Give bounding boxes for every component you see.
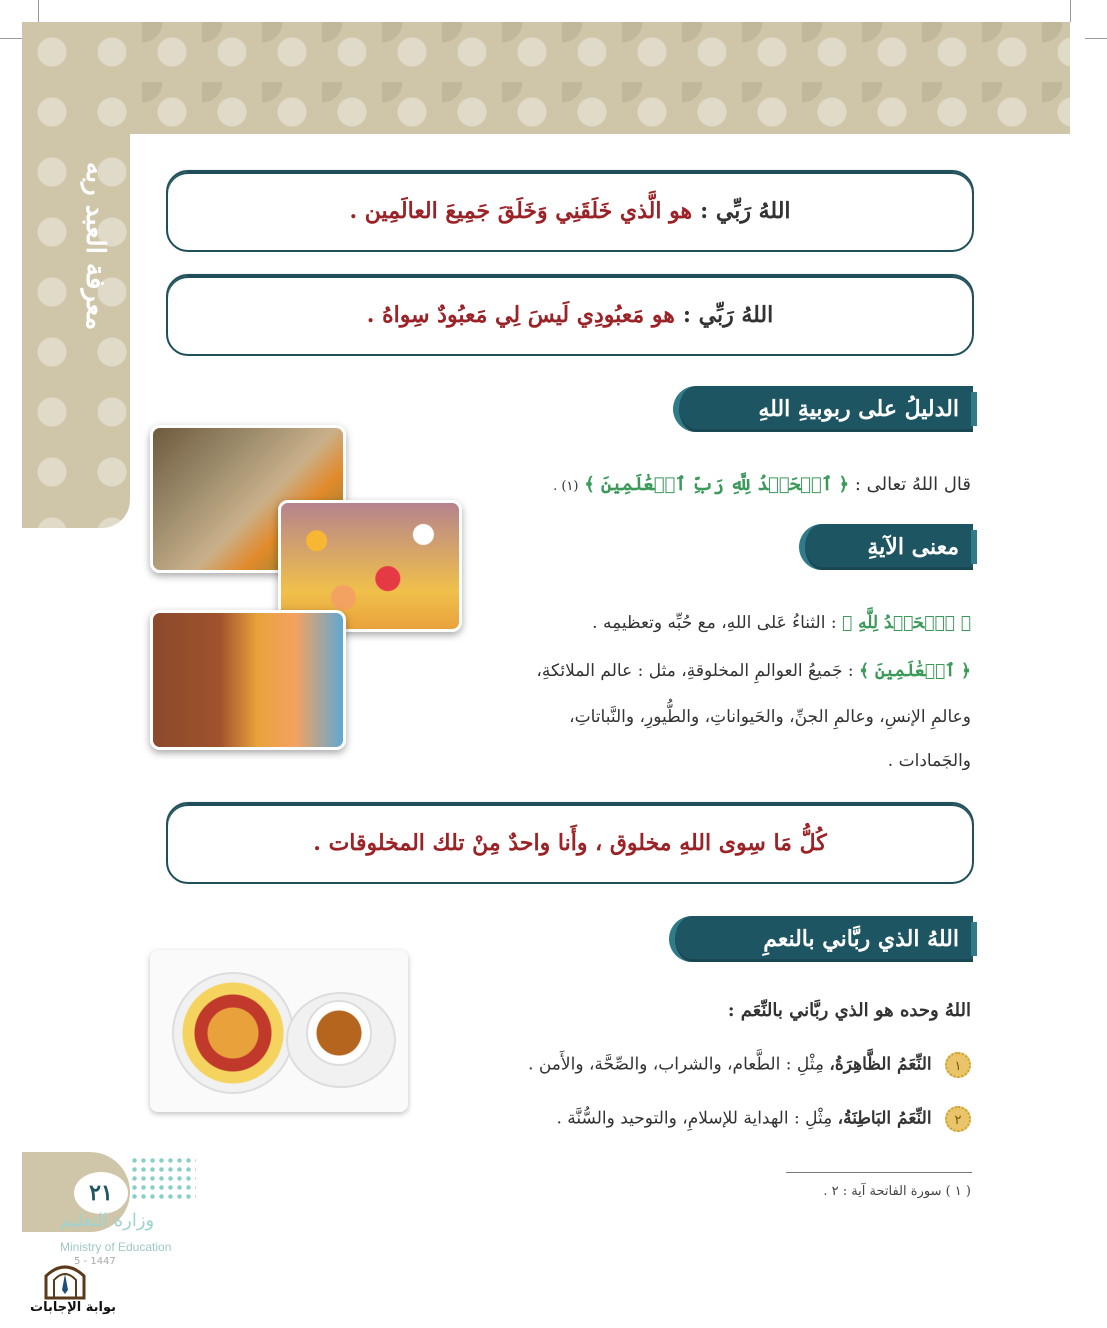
blessing-item-2 [557, 1106, 972, 1132]
desert-sunset-photo [150, 610, 346, 750]
meaning2-text: : جَميعُ العوالمِ المخلوقةِ، مثل : عالم الملائكةِ، [536, 661, 854, 681]
blessings-intro: اللهُ وحده هو الذي ربَّاني بالنِّعَم : [727, 1000, 971, 1021]
blessing2-text: مِثْلِ : الهداية للإسلامِ، والتوحيد والسُّنَّة . [556, 1108, 833, 1129]
food-photo [150, 950, 408, 1112]
rule-box-2 [166, 274, 974, 356]
ministry-logo-dots [130, 1156, 196, 1200]
evidence-intro: قال اللهُ تعالى : [854, 474, 971, 495]
ministry-year: 5 - 1447 [74, 1256, 116, 1267]
number-badge: ١ [945, 1052, 971, 1078]
footnote-divider [786, 1172, 972, 1173]
tea-cup [306, 1000, 372, 1066]
crop-mark [1085, 38, 1107, 39]
ministry-name-en: Ministry of Education [60, 1240, 172, 1254]
rule-box-3 [166, 802, 974, 884]
footnote: ( ١ ) سورة الفاتحة آية : ٢ . [823, 1184, 971, 1199]
blessing1-text: مِثْلِ : الطَّعام، والشراب، والصِّحَّة، والأَمن . [528, 1054, 824, 1075]
rule-box-1 [166, 170, 974, 252]
food-plate [172, 972, 294, 1094]
crop-mark [0, 38, 22, 39]
meaning-line-1 [592, 612, 971, 636]
meaning1-text: : الثناءُ عَلى اللهِ، مع حُبِّه وتعظيمِه . [592, 613, 837, 633]
blessing1-term: النِّعَمُ الظَّاهِرَةُ، [829, 1054, 932, 1075]
meaning-line-2 [431, 660, 971, 684]
meaning-banner [799, 524, 973, 570]
blessings-title: اللهُ الذي ربَّاني بالنعمِ [763, 926, 959, 952]
rule3-text: كُلُّ مَا سِوى اللهِ مخلوق ، وأَنا واحدٌ مِنْ تلك المخلوقات . [313, 830, 827, 856]
rule1-value: هو الَّذي خَلَقَنِي وَخَلَقَ جَمِيعَ العالَمِين . [349, 198, 693, 224]
evidence-ref: (١) . [553, 479, 579, 494]
portal-name: بوابة الإجابات [30, 1300, 116, 1315]
meaning-line-3: وعالمِ الإنسِ، وعالمِ الجنِّ، والحَيواناتِ، والطُّيورِ، والنَّباتاتِ، [569, 707, 971, 727]
evidence-title: الدليلُ على ربوبيةِ اللهِ [758, 396, 959, 422]
evidence-banner [673, 386, 973, 432]
evidence-verse: ﴿ ٱلۡحَمۡدُ لِلَّهِ رَبِّ ٱلۡعَٰلَمِينَ ﴾ [584, 474, 850, 495]
blessings-banner [669, 916, 973, 962]
side-title: معرفة العبد ربه [80, 161, 110, 331]
ministry-name-ar: وزارة التعليم [60, 1210, 155, 1231]
blessing2-term: النِّعَمُ البَاطِنَةُ، [837, 1108, 932, 1129]
page-number: ٢١ [74, 1172, 128, 1214]
number-badge: ٢ [945, 1106, 971, 1132]
portal-logo-icon [40, 1258, 90, 1302]
meaning-title: معنى الآيةِ [867, 534, 959, 560]
meaning-line-4: والجَمادات . [887, 751, 971, 771]
header-pattern-band [22, 22, 1070, 134]
evidence-paragraph [553, 472, 971, 497]
meaning2-term: ﴿ ٱلۡعَٰلَمِينَ ﴾ [859, 661, 971, 681]
meaning1-term: ﴿ ٱلۡحَمۡدُ لِلَّهِ ﴾ [842, 613, 971, 633]
blessing-item-1 [528, 1052, 971, 1078]
rule2-value: هو مَعبُودِي لَيسَ لِي مَعبُودٌ سِواهُ . [366, 302, 675, 328]
rule2-key: اللهُ رَبِّي : [682, 302, 774, 328]
crop-mark [38, 0, 39, 22]
rule1-key: اللهُ رَبِّي : [700, 198, 791, 224]
crop-mark [1070, 0, 1071, 22]
